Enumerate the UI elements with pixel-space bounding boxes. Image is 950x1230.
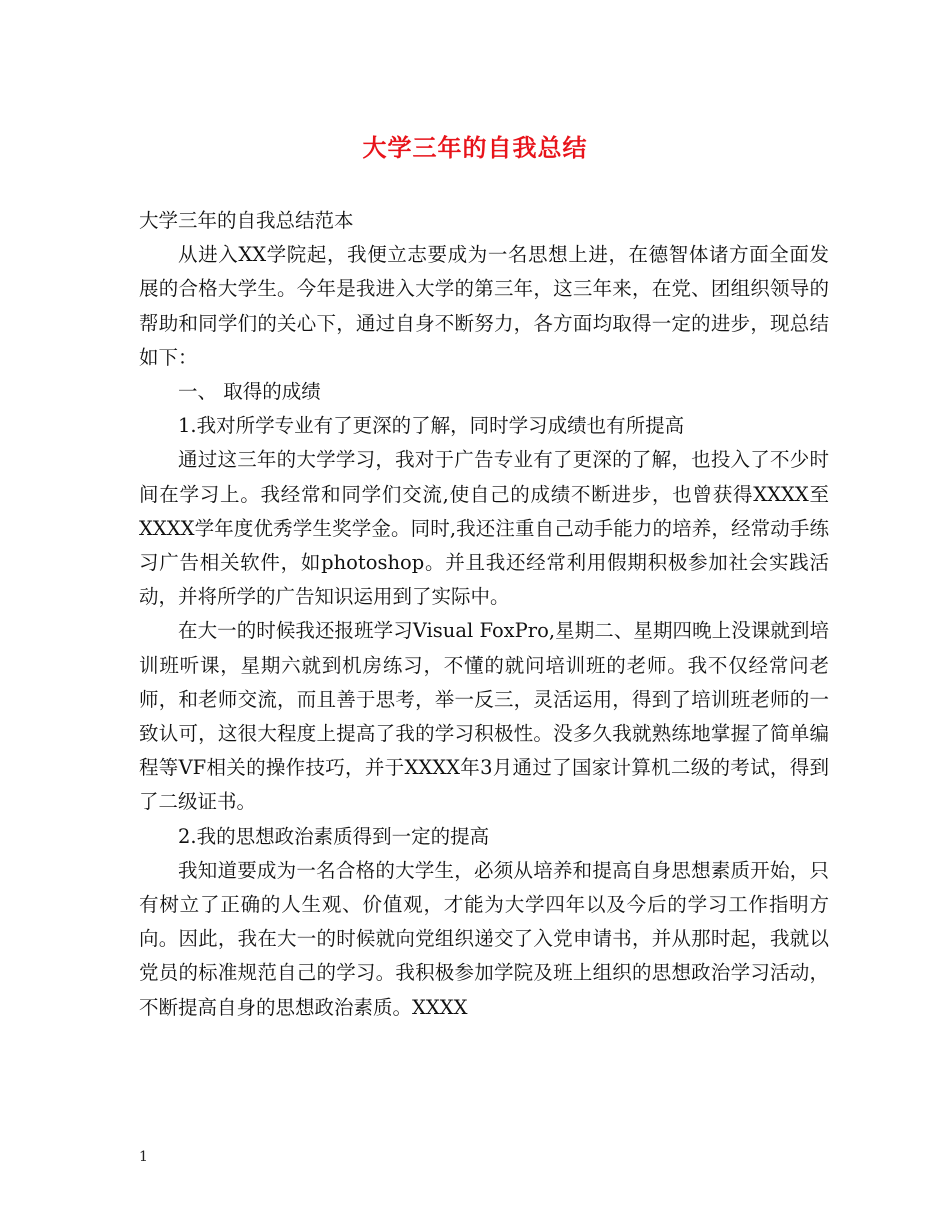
paragraph: 通过这三年的大学学习，我对于广告专业有了更深的了解，也投入了不少时间在学习上。我经常和同学们交流,使自己的成绩不断进步，也曾获得XXXX至XXXX学年度优秀学生奖学金。同时,我还注重自己动手能力的培养，经常动手练习广告相关软件，如photoshop。并且我还经常利用假期积极参加社会实践活动，并将所学的广告知识运用到了实际中。: [139, 448, 829, 609]
paragraph: 在大一的时候我还报班学习Visual FoxPro,星期二、星期四晚上没课就到培训班听课，星期六就到机房练习，不懂的就问培训班的老师。我不仅经常问老师，和老师交流，而且善于思考，举一反三，灵活运用，得到了培训班老师的一致认可，这很大程度上提高了我的学习积极性。没多久我就熟练地掌握了简单编程等VF相关的操作技巧，并于XXXX年3月通过了国家计算机二级的考试，得到了二级证书。: [139, 619, 829, 814]
document-body: [139, 204, 829, 1025]
subsection-heading: 2.我的思想政治素质得到一定的提高: [178, 824, 490, 848]
document-title: 大学三年的自我总结: [362, 133, 588, 162]
paragraph: 从进入XX学院起，我便立志要成为一名思想上进，在德智体诸方面全面发展的合格大学生。今年是我进入大学的第三年，这三年来，在党、团组织领导的帮助和同学们的关心下，通过自身不断努力，各方面均取得一定的进步，现总结如下：: [139, 243, 829, 369]
page-number: 1: [139, 1149, 148, 1165]
paragraph: 大学三年的自我总结范本: [139, 209, 354, 232]
section-heading: 一、 取得的成绩: [178, 380, 321, 404]
paragraph: 我知道要成为一名合格的大学生，必须从培养和提高自身思想素质开始，只有树立了正确的人生观、价值观，才能为大学四年以及今后的学习工作指明方向。因此，我在大一的时候就向党组织递交了入党申请书，并从那时起，我就以党员的标准规范自己的学习。我积极参加学院及班上组织的思想政治学习活动，不断提高自身的思想政治素质。XXXX: [139, 858, 829, 1019]
subsection-heading: 1.我对所学专业有了更深的了解，同时学习成绩也有所提高: [178, 414, 685, 438]
